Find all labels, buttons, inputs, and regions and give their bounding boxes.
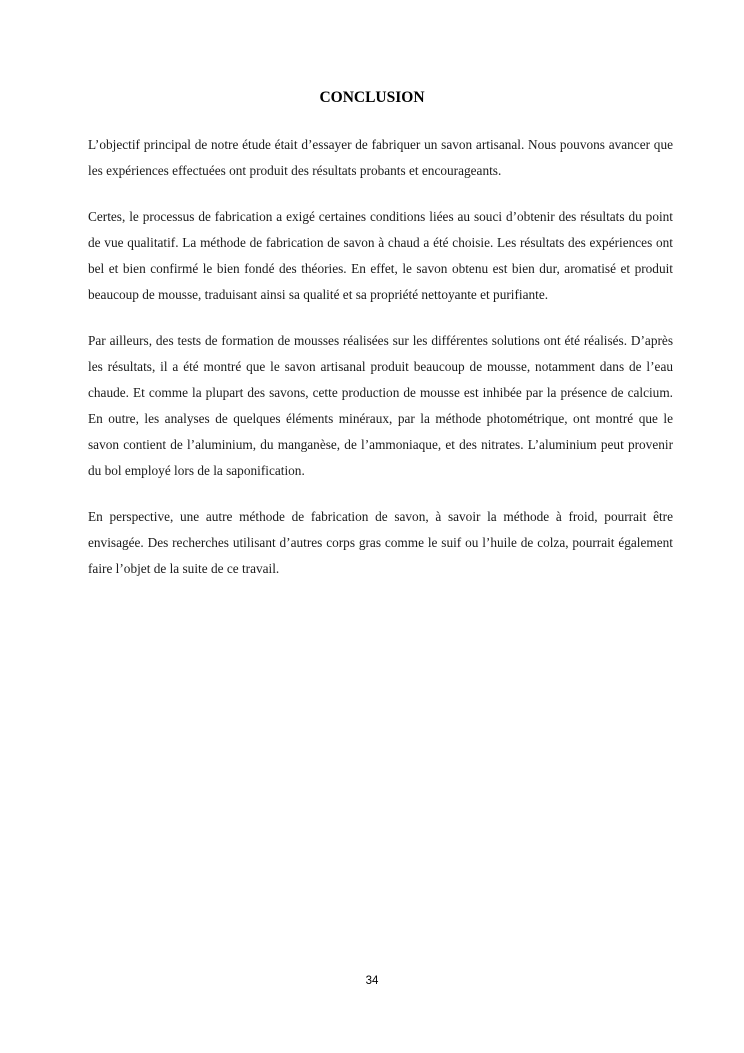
- page-number: 34: [365, 975, 379, 987]
- paragraph-perspective: En perspective, une autre méthode de fabrication de savon, à savoir la méthode à froid, pourrait être envisagée. Des recherches utilisant d’autres corps gras comme le suif ou l’huile de colza, pourrait également faire l’objet de la suite de ce travail.: [88, 509, 673, 576]
- paragraph-objective: L’objectif principal de notre étude était d’essayer de fabriquer un savon artisanal. Nous pouvons avancer que les expériences effectuées ont produit des résultats probants et encourageants.: [88, 137, 673, 178]
- document-body: [88, 132, 673, 602]
- paragraph-foam-tests: Par ailleurs, des tests de formation de mousses réalisées sur les différentes solutions ont été réalisés. D’après les résultats, il a été montré que le savon artisanal produit beaucoup de mousse, notamment dans de l’eau chaude. Et comme la plupart des savons, cette production de mousse est inhibée par la présence de calcium. En outre, les analyses de quelques éléments minéraux, par la méthode photométrique, ont montré que le savon contient de l’aluminium, du manganèse, de l’ammoniaque, et des nitrates. L’aluminium peut provenir du bol employé lors de la saponification.: [88, 333, 673, 478]
- paragraph-process: Certes, le processus de fabrication a exigé certaines conditions liées au souci d’obtenir des résultats du point de vue qualitatif. La méthode de fabrication de savon à chaud a été choisie. Les résultats des expériences ont bel et bien confirmé le bien fondé des théories. En effet, le savon obtenu est bien dur, aromatisé et produit beaucoup de mousse, traduisant ainsi sa qualité et sa propriété nettoyante et purifiante.: [88, 209, 673, 302]
- page-title: CONCLUSION: [319, 89, 425, 106]
